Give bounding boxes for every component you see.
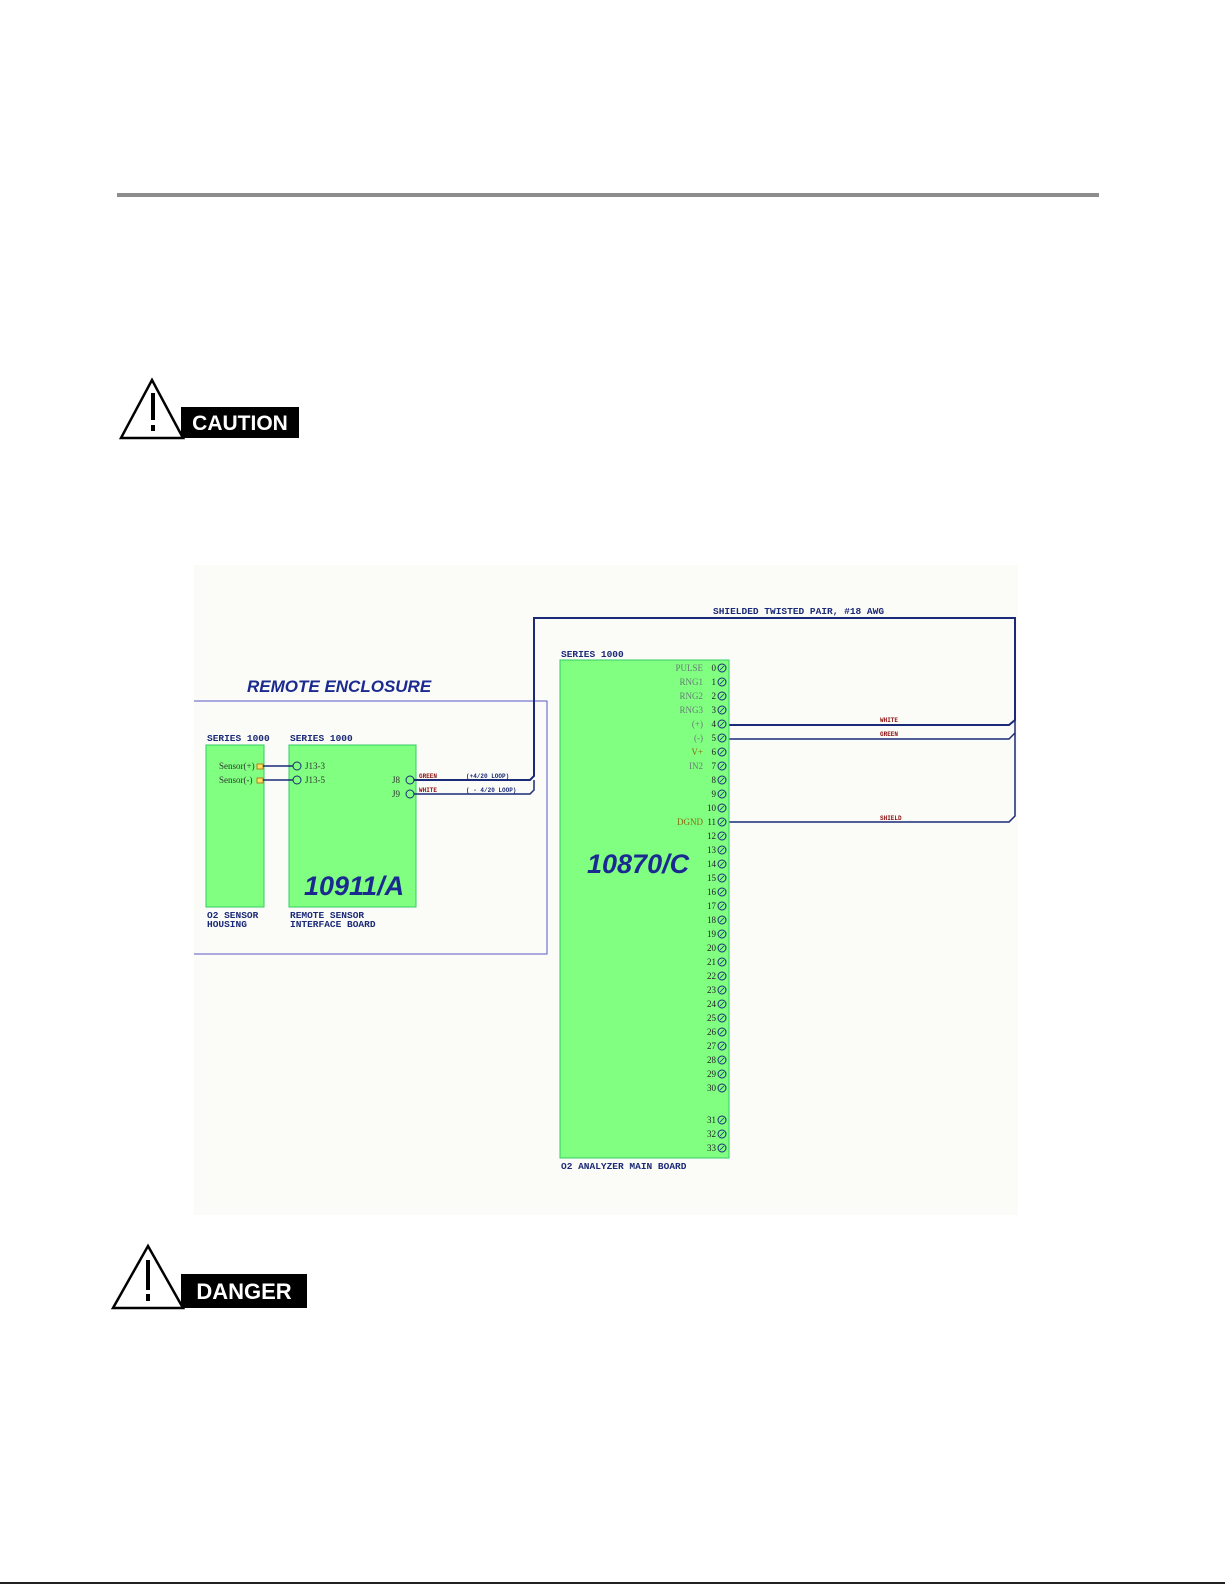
terminal-number: 33 (707, 1143, 716, 1153)
terminal-number: 25 (707, 1013, 716, 1023)
terminal-number: 13 (707, 845, 716, 855)
wire-label-white: WHITE (419, 787, 438, 794)
terminal-number: 24 (707, 999, 716, 1009)
interface-board-caption-2: INTERFACE BOARD (290, 919, 376, 930)
terminal-number: 2 (711, 691, 716, 701)
terminal-number: 30 (707, 1083, 716, 1093)
caution-badge (119, 377, 301, 441)
terminal-name: DGND (677, 817, 703, 827)
interface-board-caption-1: REMOTE SENSOR (290, 910, 365, 921)
terminal-number: 20 (707, 943, 716, 953)
j13-5-label: J13-5 (305, 775, 325, 785)
footer-rule (0, 1582, 1225, 1584)
main-board-caption: O2 ANALYZER MAIN BOARD (561, 1161, 687, 1172)
terminal-number: 3 (711, 705, 716, 715)
terminal-name: IN2 (689, 761, 703, 771)
loop-label-minus: ( - 4/20 LOOP) (466, 787, 517, 794)
terminal-number: 22 (707, 971, 716, 981)
j9-terminal (406, 790, 414, 798)
wiring-diagram (194, 565, 1018, 1215)
remote-enclosure-title: REMOTE ENCLOSURE (247, 677, 432, 696)
header-rule (117, 193, 1099, 197)
cable-label: SHIELDED TWISTED PAIR, #18 AWG (713, 606, 885, 617)
wire-shield (727, 733, 1015, 822)
loop-label-plus: (+4/20 LOOP) (466, 773, 510, 780)
wire-label-t4: WHITE (880, 717, 899, 724)
terminal-name: RNG2 (679, 691, 703, 701)
j13-3-terminal (293, 762, 301, 770)
sensor-terminal-plus: Sensor(+) (219, 761, 255, 771)
terminal-number: 12 (707, 831, 716, 841)
main-board-part: 10870/C (587, 849, 690, 879)
terminal-number: 0 (711, 663, 716, 673)
terminal-number: 26 (707, 1027, 716, 1037)
terminal-name: RNG1 (679, 677, 703, 687)
danger-badge (111, 1243, 309, 1311)
terminal-number: 31 (707, 1115, 716, 1125)
sensor-plus-pad (257, 764, 263, 769)
sensor-minus-pad (257, 778, 263, 783)
terminal-number: 29 (707, 1069, 716, 1079)
terminal-name: V+ (691, 747, 703, 757)
terminal-number: 19 (707, 929, 716, 939)
terminal-number: 17 (707, 901, 716, 911)
wire-label-t11: SHIELD (880, 815, 902, 822)
terminal-number: 16 (707, 887, 716, 897)
j13-5-terminal (293, 776, 301, 784)
j9-label: J9 (392, 789, 401, 799)
terminal-number: 28 (707, 1055, 716, 1065)
terminal-number: 8 (711, 775, 716, 785)
terminal-number: 1 (711, 677, 716, 687)
terminal-number: 14 (707, 859, 716, 869)
caution-label: CAUTION (192, 412, 288, 435)
terminal-name: (-) (694, 733, 703, 743)
sensor-housing-series: SERIES 1000 (207, 733, 270, 744)
terminal-number: 23 (707, 985, 716, 995)
terminal-name: (+) (691, 719, 703, 729)
j8-terminal (406, 776, 414, 784)
terminal-number: 10 (707, 803, 716, 813)
terminal-number: 32 (707, 1129, 716, 1139)
main-board-series: SERIES 1000 (561, 649, 624, 660)
terminal-number: 21 (707, 957, 716, 967)
terminal-number: 15 (707, 873, 716, 883)
j8-label: J8 (392, 775, 401, 785)
j13-3-label: J13-3 (305, 761, 325, 771)
terminal-name: PULSE (675, 663, 703, 673)
sensor-terminal-minus: Sensor(-) (219, 775, 253, 785)
terminal-number: 11 (707, 817, 716, 827)
terminal-name: RNG3 (679, 705, 703, 715)
terminal-number: 6 (711, 747, 716, 757)
wire-label-green: GREEN (419, 773, 438, 780)
terminal-number: 18 (707, 915, 716, 925)
sensor-housing-caption-1: O2 SENSOR (207, 910, 259, 921)
terminal-number: 4 (711, 719, 716, 729)
terminal-number: 7 (711, 761, 716, 771)
wire-label-t5: GREEN (880, 731, 899, 738)
main-board (560, 660, 729, 1158)
wire-white-main (727, 720, 1015, 739)
interface-board-part: 10911/A (304, 871, 405, 901)
terminal-number: 5 (711, 733, 716, 743)
danger-label: DANGER (196, 1279, 292, 1304)
sensor-housing-caption-2: HOUSING (207, 919, 247, 930)
terminal-number: 27 (707, 1041, 716, 1051)
terminal-number: 9 (711, 789, 716, 799)
interface-board-series: SERIES 1000 (290, 733, 353, 744)
